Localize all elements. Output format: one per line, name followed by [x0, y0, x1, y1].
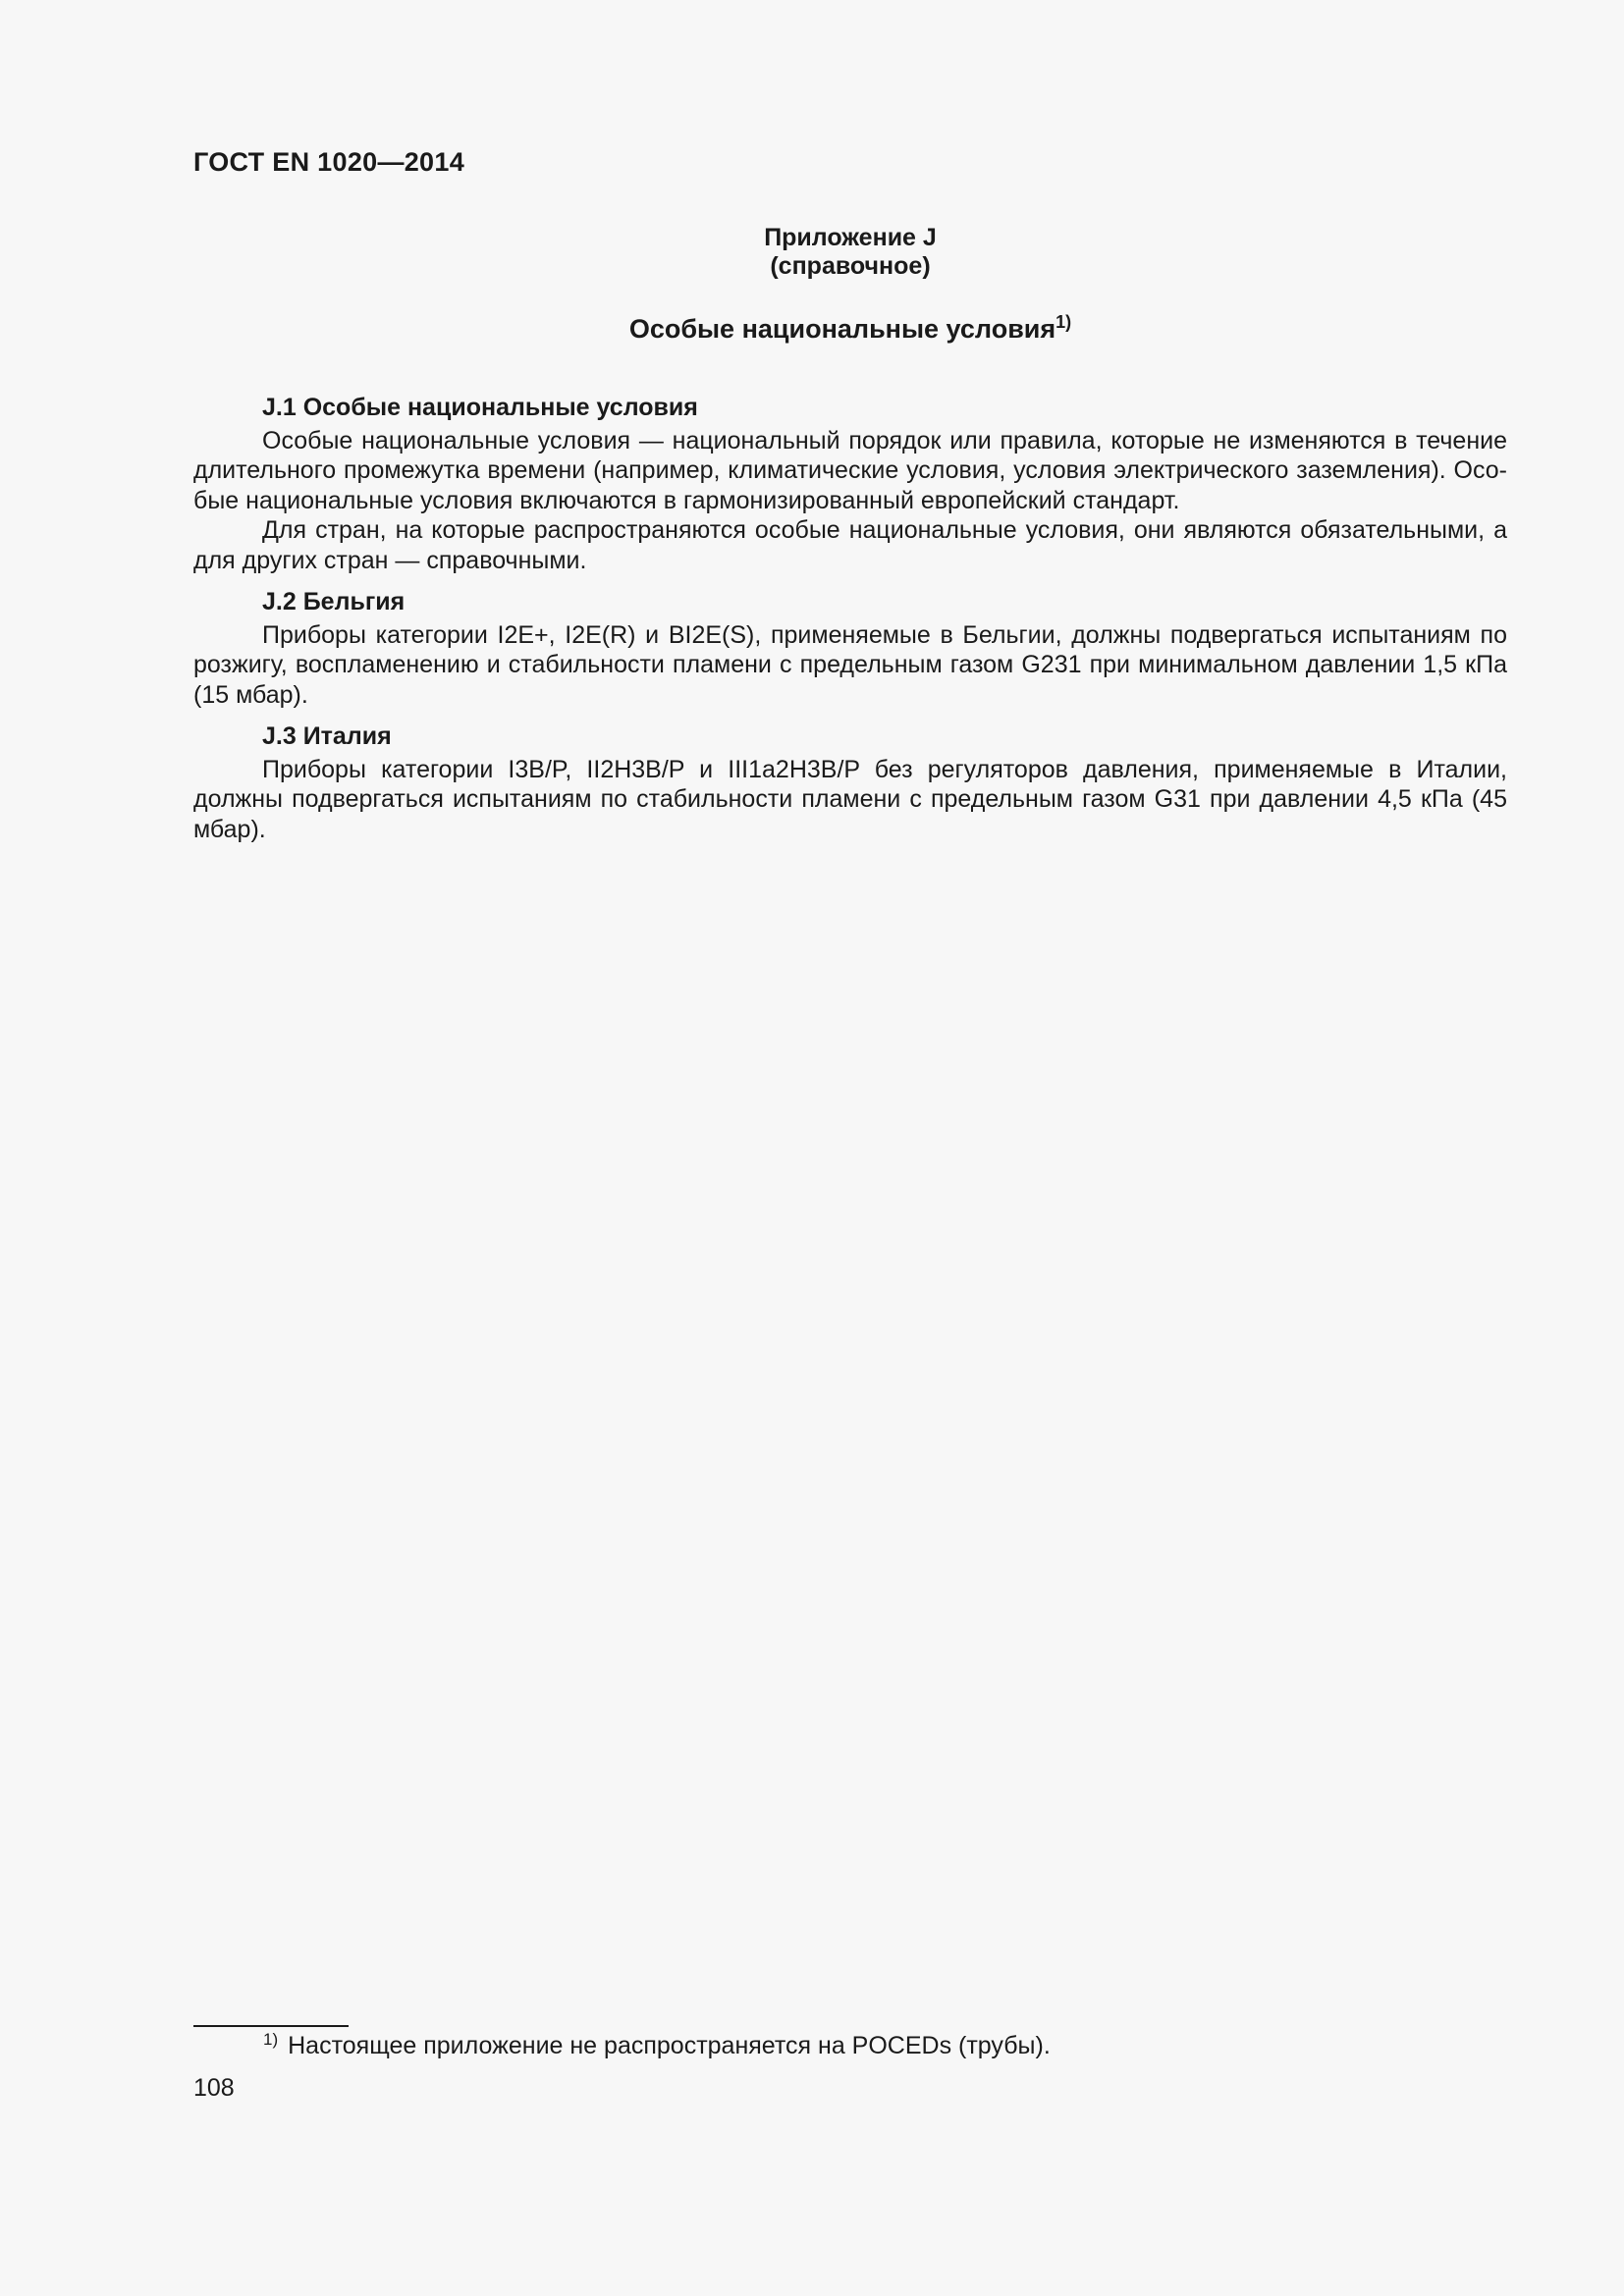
section-heading: J.3 Италия: [262, 722, 392, 750]
section-j2: [193, 587, 1507, 710]
footnote-divider: [193, 2025, 349, 2027]
paragraph: Приборы категории I2E+, I2E(R) и BI2E(S), применяемые в Бельгии, должны подвергаться испытаниям по розжигу, воспламенению и стабильности пламени с предельным газом G231 при минимальном давлении 1,5 кПа (15 мбар).: [193, 620, 1507, 709]
footnote: [263, 2031, 1051, 2060]
footnote-mark: 1): [263, 2030, 279, 2049]
page-number: 108: [193, 2074, 235, 2102]
section-j1: [193, 393, 1507, 575]
annex-status: (справочное): [770, 252, 931, 280]
paragraph: Особые национальные условия — национальный порядок или правила, которые не изменяются в течение длительного промежутка времени (например, климатические условия, условия электрического заземления). Особые национальные условия включаются в гармонизированный европейский стандарт.: [193, 426, 1507, 514]
paragraph: Приборы категории I3B/P, II2H3B/P и III1a2H3B/P без регуляторов давления, применяемые в Италии, должны подвергаться испытаниям по стабильности пламени с предельным газом G31 при давлении 4,5 кПа (45 мбар).: [193, 755, 1507, 843]
footnote-reference[interactable]: 1): [1056, 312, 1072, 332]
annex-title-text: Особые национальные условия: [628, 314, 1056, 344]
paragraph: Для стран, на которые распространяются особые национальные условия, они являются обязательными, а для других стран — справочными.: [193, 516, 1507, 574]
section-heading: J.1 Особые национальные условия: [262, 394, 698, 421]
annex-label: Приложение J: [764, 224, 937, 251]
footnote-text: Настоящее приложение не распространяется на POCEDs (трубы).: [288, 2032, 1051, 2059]
section-j3: [193, 721, 1507, 844]
section-heading: J.2 Бельгия: [262, 588, 406, 615]
annex-title: [193, 314, 1507, 345]
document-header: ГОСТ EN 1020—2014: [193, 147, 465, 177]
document-body: [193, 393, 1507, 844]
annex-heading: [193, 224, 1507, 281]
